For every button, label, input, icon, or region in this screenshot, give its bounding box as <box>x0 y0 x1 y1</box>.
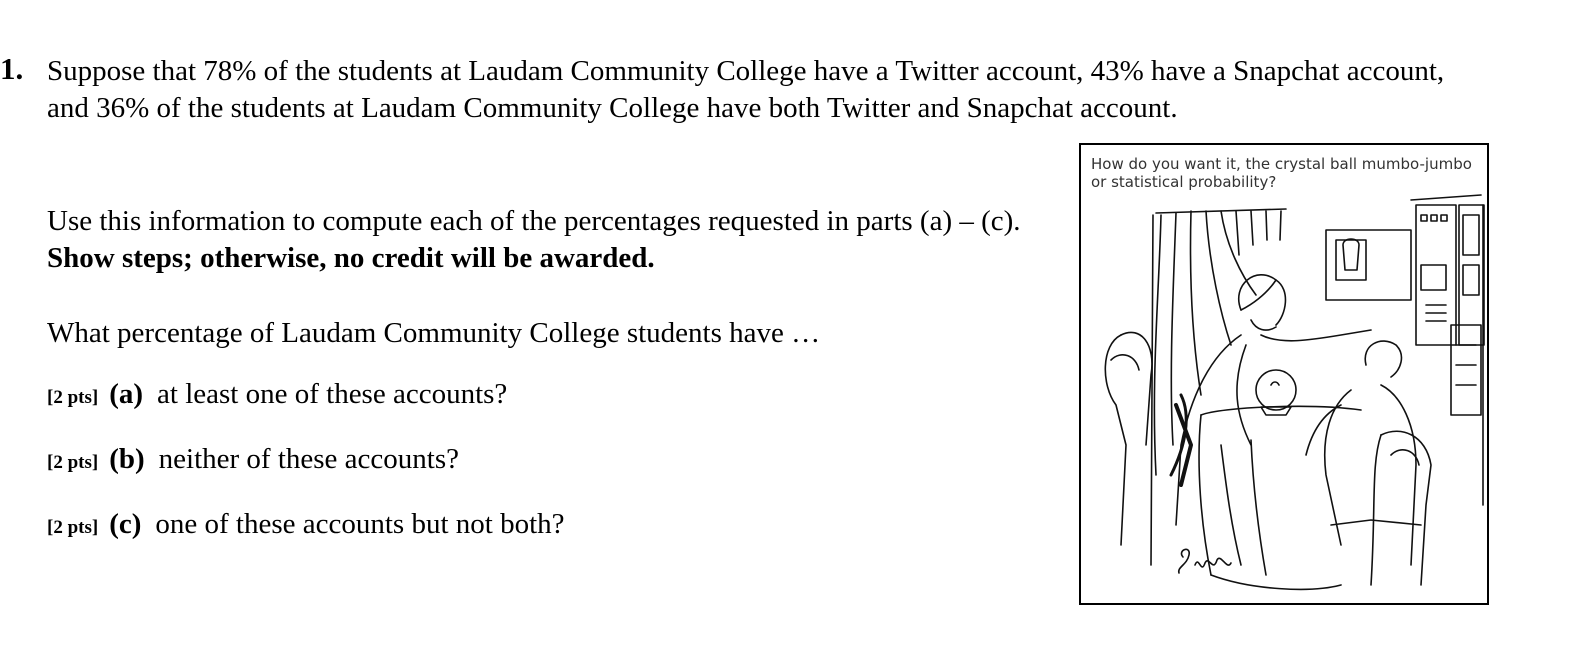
part-b-points: [2 pts] <box>47 452 99 473</box>
cartoon-drawing <box>1081 145 1487 603</box>
part-a <box>47 378 507 411</box>
part-c <box>47 508 565 541</box>
fortune-teller-cartoon <box>1079 143 1489 605</box>
problem-intro: Suppose that 78% of the students at Laudam Community College have a Twitter account, 43% have a Snapchat account, and 36% of the students at Laudam Community College have both Twitter and Snapchat account. <box>47 55 1445 124</box>
problem-number: 1. <box>0 51 24 86</box>
instructions <box>47 203 1057 277</box>
part-b-text: neither of these accounts? <box>158 443 459 475</box>
part-b-label: (b) <box>109 443 145 475</box>
curtain-drawing <box>1151 209 1286 565</box>
part-a-text: at least one of these accounts? <box>157 378 508 410</box>
part-a-label: (a) <box>109 378 144 410</box>
instruction-emphasis: Show steps; otherwise, no credit will be awarded. <box>47 242 655 274</box>
cartoon-caption: How do you want it, the crystal ball mumbo-jumbo or statistical probability? <box>1091 155 1472 191</box>
part-b <box>47 443 459 476</box>
control-panel-drawing <box>1326 195 1484 505</box>
signature-drawing <box>1179 549 1231 573</box>
question-stem: What percentage of Laudam Community College students have … <box>47 317 821 349</box>
part-a-points: [2 pts] <box>47 387 99 408</box>
instruction-text: Use this information to compute each of the percentages requested in parts (a) – (c). <box>47 205 1021 237</box>
client-drawing <box>1306 341 1416 565</box>
part-c-text: one of these accounts but not both? <box>155 508 565 540</box>
crystal-ball-drawing <box>1256 370 1296 415</box>
part-c-points: [2 pts] <box>47 517 99 538</box>
part-c-label: (c) <box>109 508 142 540</box>
